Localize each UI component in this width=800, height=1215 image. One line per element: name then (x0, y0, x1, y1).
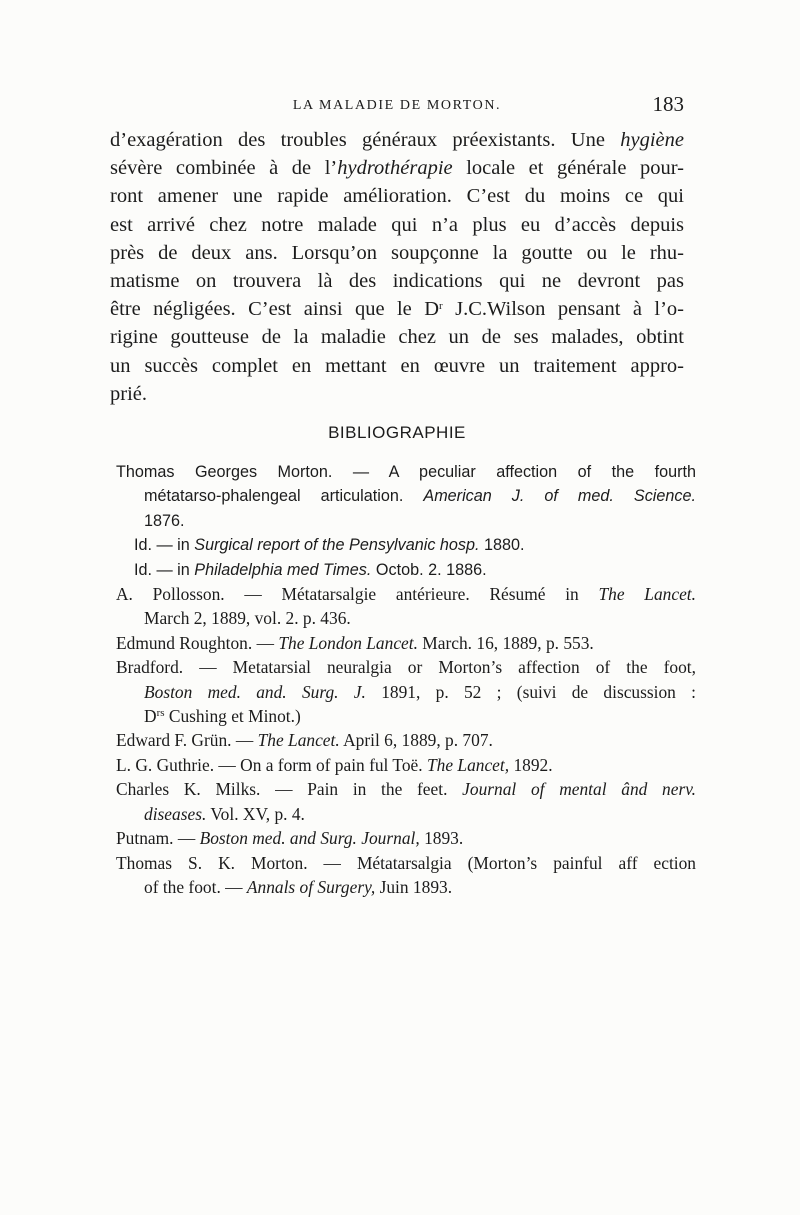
text-line: être négligées. C’est ainsi que le $D^r$ J.C.Wilson pensant à l’o- (110, 298, 685, 321)
bibliography-list (116, 460, 696, 899)
bib-entry: Bradford. — Metatarsial neuralgia or Morton’s affection of the foot, Boston med. and. Surg. J. 1891, p. 52 ; (suivi de discussion : $D^{rs}$ Cushing et Minot.) (116, 657, 697, 727)
text-line: ront amener une rapide amélioration. C’est du moins ce qui (110, 185, 684, 208)
text-line: un succès complet en mettant en œuvre un traitement appro- (110, 354, 684, 377)
bibliography-heading: BIBLIOGRAPHIE (328, 423, 466, 442)
body-paragraph (110, 126, 684, 408)
bib-entry: Edward F. Grün. — The Lancet. April 6, 1889, p. 707. (116, 730, 493, 751)
bib-entry: Putnam. — Boston med. and Surg. Journal, 1893. (116, 828, 464, 849)
bib-entry: Edmund Roughton. — The London Lancet. March. 16, 1889, p. 553. (116, 632, 594, 653)
bib-entry: Id. — in Surgical report of the Pensylvanic hosp. 1880. (134, 536, 525, 555)
bib-entry: Thomas Georges Morton. — A peculiar affection of the fourth métatarso-phalengeal articulation. American J. of med. Science. 1876. (116, 463, 696, 530)
text-line: matisme on trouvera là des indications qui ne devront pas (110, 270, 684, 293)
bib-entry: Id. — in Philadelphia med Times. Octob. 2. 1886. (134, 560, 487, 579)
bib-entry: Charles K. Milks. — Pain in the feet. Journal of mental ând nerv. diseases. Vol. XV, p. 4. (116, 779, 696, 824)
bib-entry: Thomas S. K. Morton. — Métatarsalgia (Morton’s painful aff ection of the foot. — Annals of Surgery, Juin 1893. (116, 852, 696, 897)
bib-entry: L. G. Guthrie. — On a form of pain ful Toë. The Lancet, 1892. (116, 754, 553, 775)
running-title: LA MALADIE DE MORTON. (292, 98, 502, 113)
text-line: est arrivé chez notre malade qui n’a plus eu d’accès depuis (110, 213, 684, 236)
page-header (110, 94, 684, 124)
text-line: rigine goutteuse de la maladie chez un de ses malades, obtint (110, 326, 684, 349)
text-line: sévère combinée à de l’hydrothérapie locale et générale pour- (110, 157, 684, 180)
text-line: prié. (110, 382, 147, 405)
page-number: 183 (652, 92, 684, 116)
text-line: près de deux ans. Lorsqu’on soupçonne la goutte ou le rhu- (110, 241, 684, 264)
text-line: d’exagération des troubles généraux préexistants. Une hygiène (110, 129, 684, 151)
bib-entry: A. Pollosson. — Métatarsalgie antérieure. Résumé in The Lancet. March 2, 1889, vol. 2. p. 436. (116, 584, 696, 629)
